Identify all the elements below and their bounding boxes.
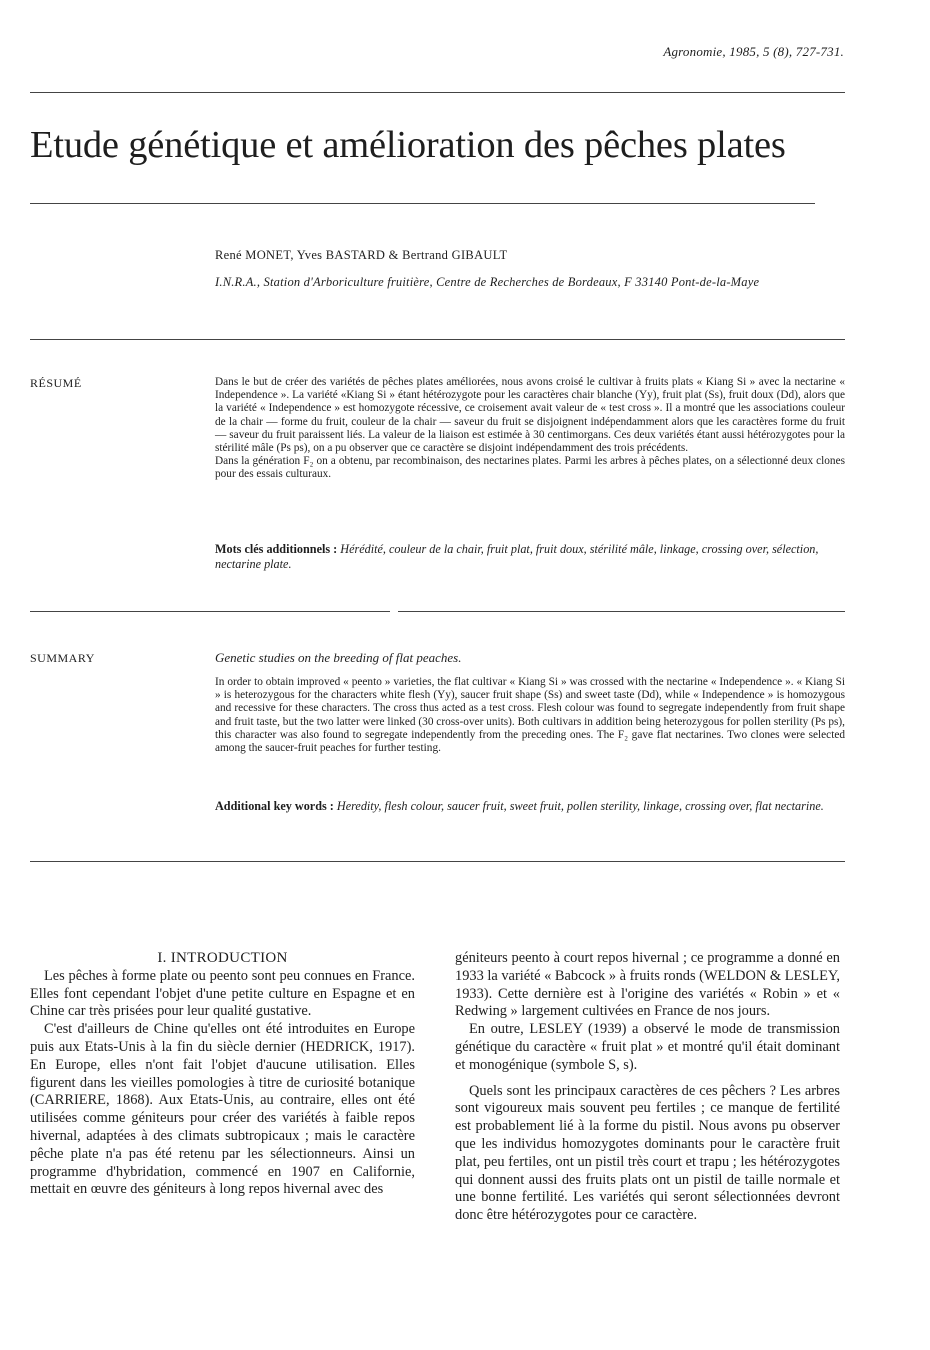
body-paragraph: En outre, LESLEY (1939) a observé le mode de transmission génétique du caractère « fruit plat » et montré qu'il était dominant et monogénique (symbole S, s). (455, 1021, 840, 1073)
affiliation: I.N.R.A., Station d'Arboriculture fruitière, Centre de Recherches de Bordeaux, F 33140 Pont-de-la-Maye (215, 275, 760, 289)
body-left-column (30, 950, 415, 1199)
body-right-column (455, 950, 840, 1225)
resume-rule-right (398, 611, 845, 612)
resume-paragraph-2: Dans la génération F₂ on a obtenu, par recombinaison, des nectarines plates. Parmi les arbres à pêches plates, on a sélectionné deux clones pour des essais culturaux. (215, 455, 845, 481)
authors: René MONET, Yves BASTARD & Bertrand GIBAULT (215, 248, 508, 262)
summary-keywords-text: Heredity, flesh colour, saucer fruit, sweet fruit, pollen sterility, linkage, crossing over, flat nectarine. (336, 799, 824, 813)
summary-keywords (215, 799, 845, 814)
body-paragraph: Quels sont les principaux caractères de ces pêchers ? Les arbres sont vigoureux mais souvent peu fertiles ; ce manque de fertilité est probablement lié à la forme du pistil. Nous avons pu observer que les individus homozygotes dominants pour le caractère fruit plat, peu fertiles, ont un pistil très court et trapu ; les hétérozygotes qui donnent aussi des fruits plats ont un pistil de taille normale et une bonne fertilité. Les variétés qui seront sélectionnées devront donc être hétérozygotes pour ce caractère. (455, 1082, 840, 1224)
summary-abstract (215, 676, 845, 755)
body-paragraph: géniteurs peento à court repos hivernal ; ce programme a donné en 1933 la variété « Babcock » à fruits ronds (WELDON & LESLEY, 1933). Cette dernière est à l'origine des variétés « Robin » et « Redwing » largement cultivées en France de nos jours. (455, 950, 840, 1020)
summary-rule (30, 861, 845, 862)
affiliation-rule (30, 339, 845, 340)
journal-reference: Agronomie, 1985, 5 (8), 727-731. (663, 44, 844, 59)
summary-title: Genetic studies on the breeding of flat peaches. (215, 650, 462, 665)
resume-label: RÉSUMÉ (30, 376, 82, 390)
resume-keywords-text: Hérédité, couleur de la chair, fruit plat, fruit doux, stérilité mâle, linkage, crossing over, sélection, nectarine plate. (215, 542, 819, 571)
section-heading-introduction: I. INTRODUCTION (157, 950, 288, 966)
body-paragraph: Les pêches à forme plate ou peento sont peu connues en France. Elles font cependant l'objet d'une petite culture en Espagne et en Chine car très prisées pour leur qualité gustative. (30, 967, 415, 1020)
resume-paragraph-1: Dans le but de créer des variétés de pêches plates améliorées, nous avons croisé le cultivar à fruits plats « Kiang Si » avec la nectarine « Independence ». La variété «Kiang Si » étant hétérozygote pour les caractères chair blanche (Yy), fruit plat (Ss), fruit doux (Dd), alors que la variété « Independence » est homozygote récessive, ce croisement avait valeur de « test cross ». Il a montré que les associations couleur de la chair — forme du fruit, couleur de la chair — saveur du fruit se disjoignent indépendamment alors que les caractères forme du fruit — saveur du fruit paraissent liés. La valeur de la liaison est estimée à 30 centimorgans. Ces deux variétés étant aussi hétérozygotes pour la stérilité mâle (Ps ps), on a pu observer que ce caractère se disjoint indépendamment des trois précédents. (215, 376, 845, 455)
body-paragraph: C'est d'ailleurs de Chine qu'elles ont été introduites en Europe puis aux Etats-Unis à la fin du siècle dernier (HEDRICK, 1917). En Europe, elles n'ont fait l'objet d'aucune utilisation. Elles figurent dans les vieilles pomologies à titre de curiosité botanique (CARRIERE, 1868). Aux Etats-Unis, au contraire, elles ont été utilisées comme géniteurs pour créer des variétés à faible repos hivernal, adaptées à des climats subtropicaux ; mais le caractère pêche plate n'a pas été retenu par les sélectionneurs. Ainsi un programme d'hybridation, commencé en 1907 en Californie, mettait en œuvre des géniteurs à long repos hivernal avec des (30, 1021, 415, 1198)
resume-abstract (215, 376, 845, 482)
resume-rule-left (30, 611, 390, 612)
header-rule (30, 92, 845, 93)
title-rule (30, 203, 815, 204)
summary-paragraph-1: In order to obtain improved « peento » varieties, the flat cultivar « Kiang Si » was crossed with the nectarine « Independence ». « Kiang Si » is heterozygous for the characters white flesh (Yy), saucer fruit shape (Ss) and sweet taste (Dd), while « Independence » is homozygous and recessive for these characters. The cross thus acted as a test cross. Flesh colour was found to segregate independently from fruit shape and fruit taste, but the two latter were linked (30 cross-over units). Both cultivars in addition being heterozygous for pollen sterility (Ps ps), this character was also found to segregate independently from the preceding ones. The F₂ gave flat nectarines. Two clones were selected among the saucer-fruit peaches for further testing. (215, 676, 845, 755)
resume-keywords (215, 542, 845, 572)
resume-keywords-label: Mots clés additionnels : (215, 542, 338, 556)
summary-keywords-label: Additional key words : (215, 799, 334, 813)
article-title: Etude génétique et amélioration des pêches plates (30, 124, 786, 166)
summary-label: SUMMARY (30, 651, 95, 665)
